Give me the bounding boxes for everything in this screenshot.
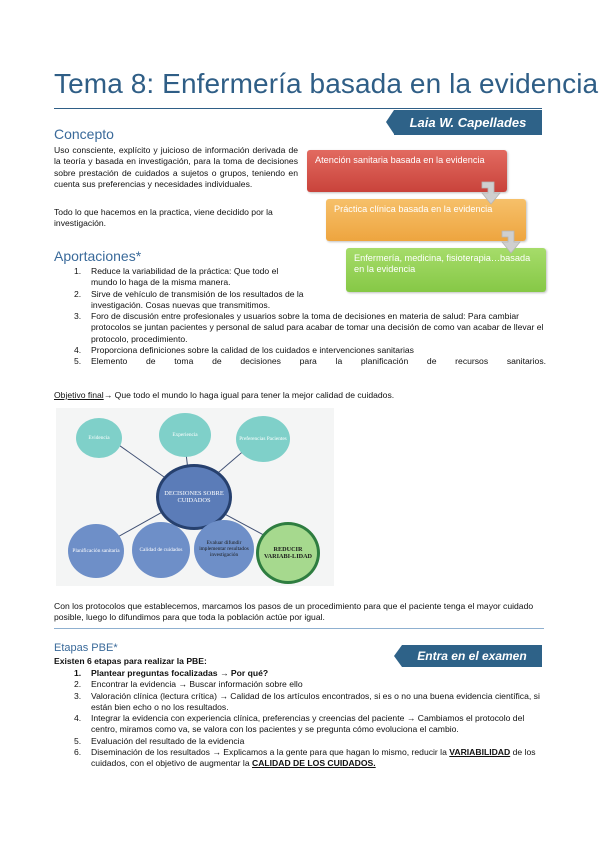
list-item: 2. Sirve de vehículo de transmisión de los resultados de la investigación. Cosas nuevas que transmitimos. (74, 288, 304, 310)
etapas-list (54, 668, 546, 770)
badge-arrow-icon (386, 110, 394, 134)
concepto-text-2: Todo lo que hacemos en la practica, viene decidido por la investigación. (54, 207, 273, 229)
bubble-calidad: Calidad de cuidados (132, 522, 190, 578)
list-item: 1. Reduce la variabilidad de la práctica: Que todo el mundo lo haga de la misma manera. (74, 266, 279, 288)
objetivo-line (54, 390, 546, 401)
bubble-planificacion: Planificación sanitaria (68, 524, 124, 578)
objetivo-text: Que todo el mundo lo haga igual para tener la mejor calidad de cuidados. (112, 390, 395, 400)
page-title: Tema 8: Enfermería basada en la evidencia (54, 68, 599, 99)
bubble-experiencia: Experiencia (159, 413, 211, 457)
bubble-decisiones: DECISIONES SOBRE CUIDADOS (156, 464, 232, 530)
flow-box-enfermeria: Enfermería, medicina, fisioterapia…basada en la evidencia (346, 248, 546, 292)
author-badge (394, 110, 542, 135)
bubble-evidencia: Evidencia (76, 418, 122, 458)
list-item: 3. Foro de discusión entre profesionales y usuarios sobre la toma de decisiones en materia de salud: Para cambiar protocolos se juntan pacientes y personal de salud para acabar de tomar una decisión de como van acabar de llevar el protocolo, procedimiento. (74, 311, 544, 344)
flow-box-atencion: Atención sanitaria basada en la evidencia (307, 150, 507, 192)
exam-badge-label: Entra en el examen (417, 649, 527, 663)
list-item: 5. Evaluación del resultado de la evidencia (74, 735, 245, 746)
bubble-evaluar: Evaluar difundir implementar resultados investigación (194, 520, 254, 578)
flow-box-practica: Práctica clínica basada en la evidencia (326, 199, 526, 241)
exam-badge (402, 645, 542, 667)
list-item: 5. Elemento de toma de decisiones para la planificación de recursos sanitarios. (74, 356, 546, 367)
badge-arrow-icon (394, 645, 402, 667)
calidad-emphasis: CALIDAD DE LOS CUIDADOS. (252, 758, 376, 769)
arrow-icon: → (103, 390, 113, 400)
list-item: 1. Plantear preguntas focalizadas → Por qué? (74, 668, 269, 678)
decisions-diagram (56, 408, 334, 586)
concepto-text: Uso consciente, explícito y juicioso de información derivada de la teoría y basada en investigación, para la toma de decisiones sobre prestación de cuidados a sujetos o grupos, teniendo en cuenta sus preferencias y necesidades individuales. (54, 145, 298, 189)
concepto-heading: Concepto (54, 126, 114, 142)
list-item: 2. Encontrar la evidencia → Buscar información sobre ello (74, 679, 303, 690)
bubble-reducir: REDUCIR VARIABI-LIDAD (256, 522, 320, 584)
list-item: 6. Diseminación de los resultados → Explicamos a la gente para que hagan lo mismo, reducir la VARIABILIDAD de los cuidados, con el objetivo de augmentar la CALIDAD DE LOS CUIDADOS. (74, 747, 536, 769)
list-item: 3. Valoración clínica (lectura crítica) → Calidad de los artículos encontrados, si es o no una buena evidencia científica, si están bien echo o no los resultados. (74, 690, 540, 712)
title-underline (54, 108, 542, 109)
etapas-intro: Existen 6 etapas para realizar la PBE: (54, 656, 207, 666)
section-divider (54, 628, 544, 629)
list-item: 4. Integrar la evidencia con experiencia clínica, preferencias y creencias del paciente → Cambiamos el protocolo del centro, miramos como va, se valora con los pacientes y se pregunta cómo evoluciona el cambio. (74, 713, 525, 735)
flow-arrow-1-icon (480, 180, 510, 210)
author-name: Laia W. Capellades (409, 115, 527, 130)
objetivo-label: Objetivo final (54, 390, 104, 400)
aportaciones-heading: Aportaciones* (54, 248, 142, 264)
protocolos-text: Con los protocolos que establecemos, marcamos los pasos de un procedimiento para que el paciente tenga el mayor cuidado posible, luego lo difundimos para que toda la población actúe por igual. (54, 601, 534, 623)
bubble-preferencias: Preferencias Pacientes (236, 416, 290, 462)
etapas-heading: Etapas PBE* (54, 642, 118, 654)
variabilidad-emphasis: VARIABILIDAD (449, 747, 511, 758)
flow-arrow-2-icon (500, 229, 530, 259)
list-item: 4. Proporciona definiciones sobre la calidad de los cuidados e intervenciones sanitarias (74, 345, 414, 356)
aportaciones-list (54, 266, 546, 368)
